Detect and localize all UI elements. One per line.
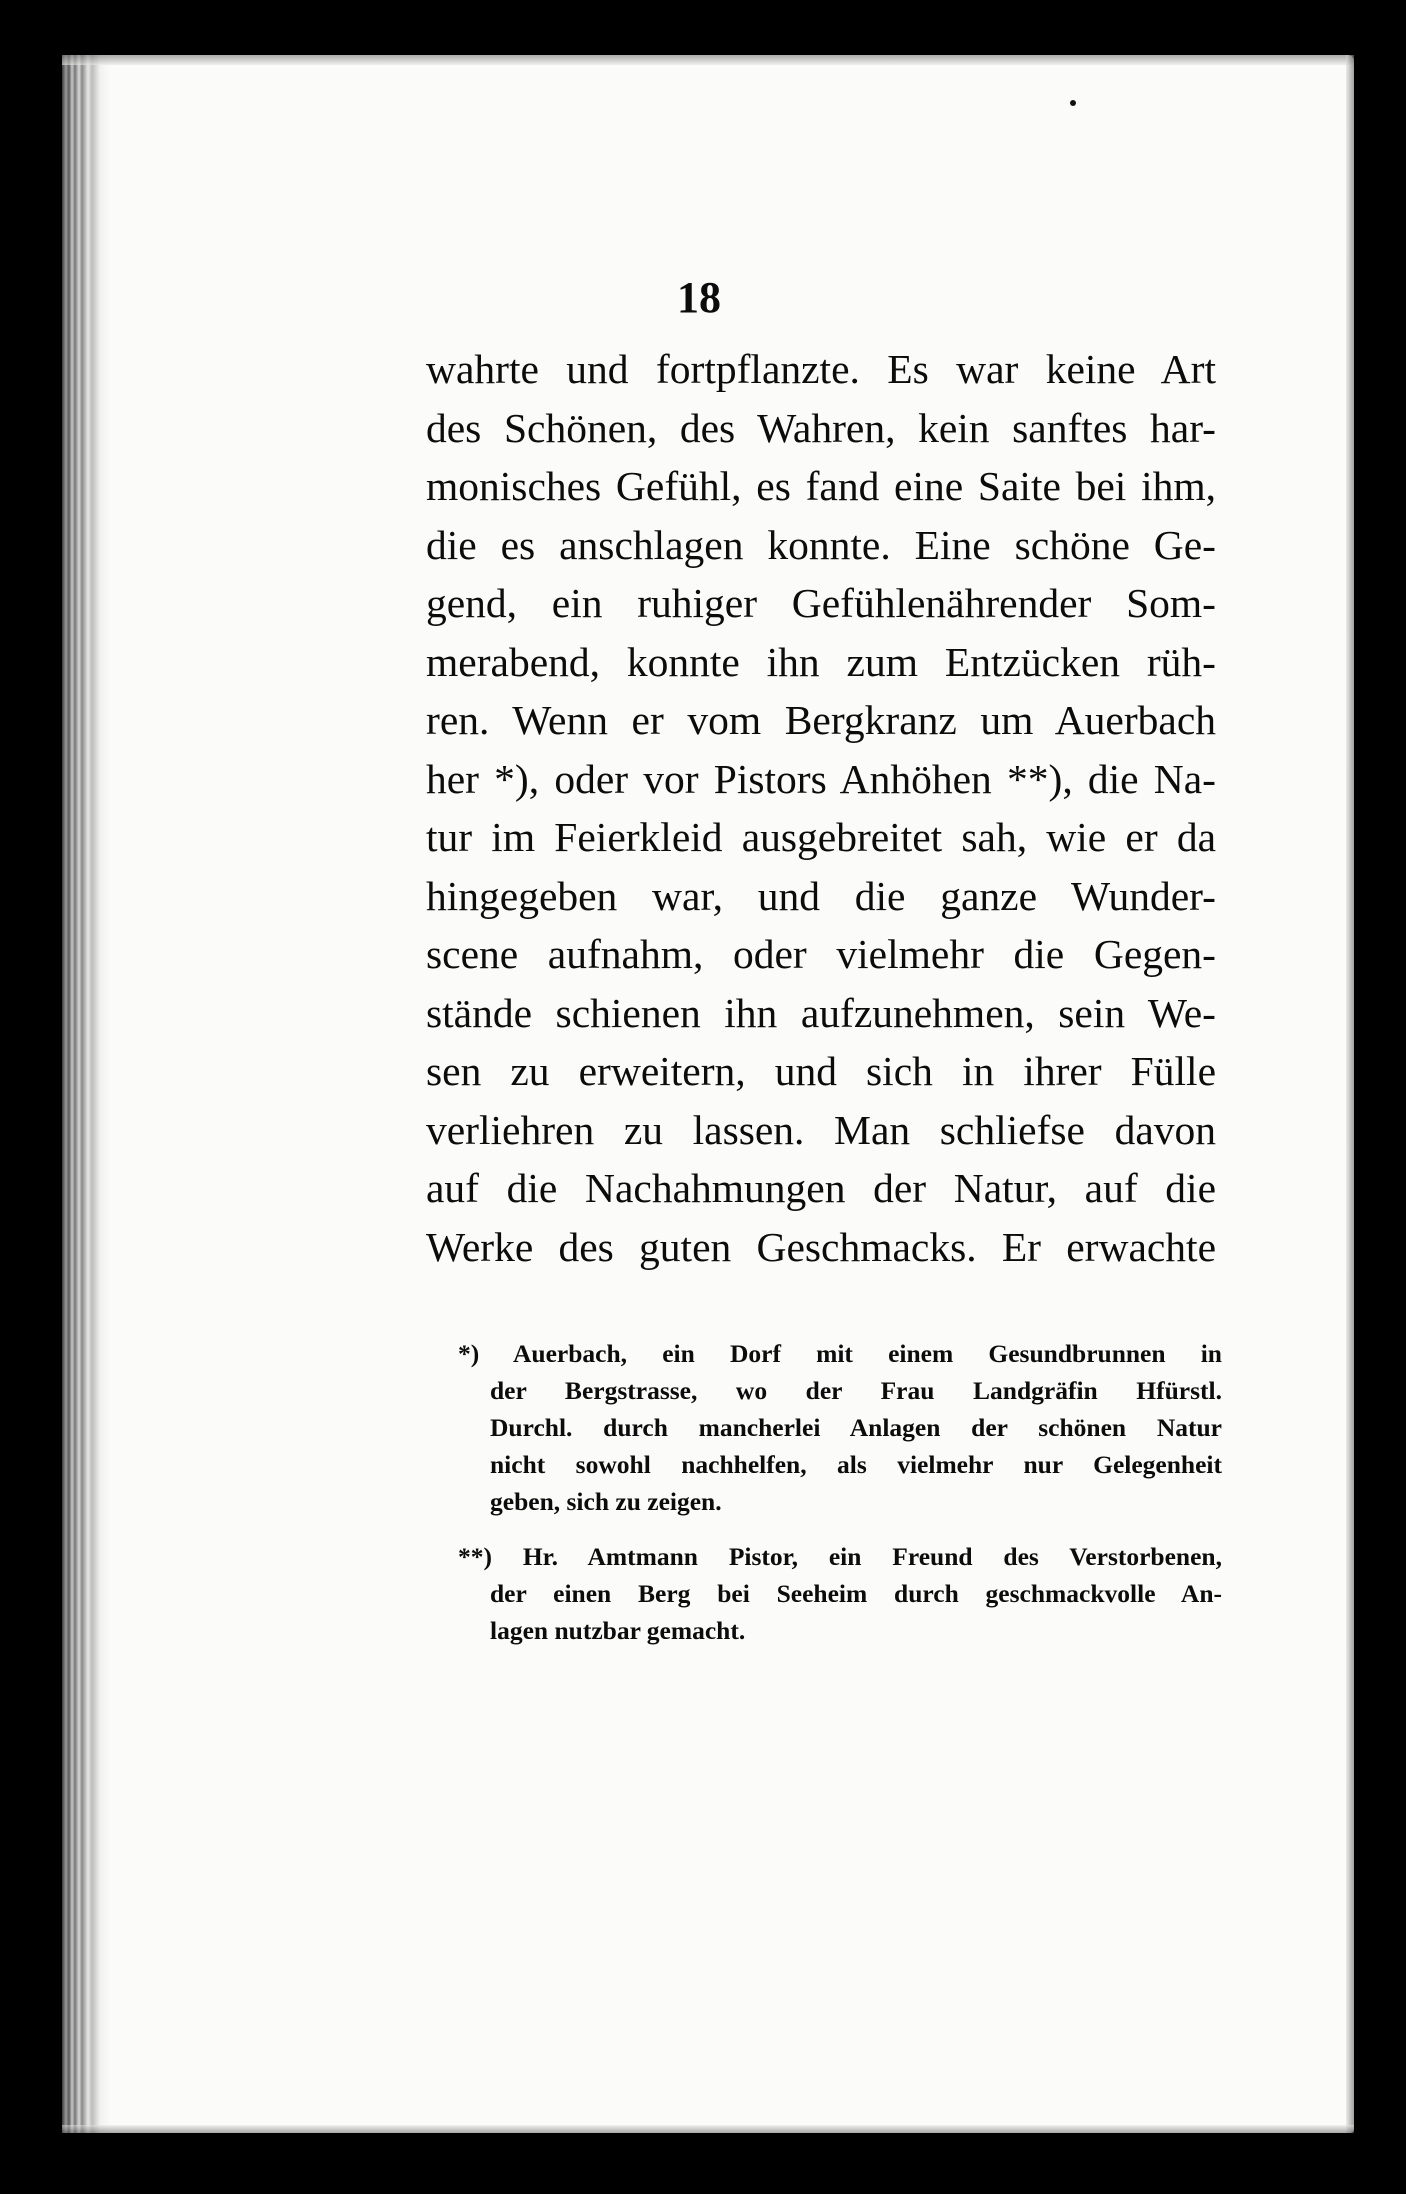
page-spine-edge <box>62 55 110 2133</box>
text-line: stände schienen ihn aufzunehmen, sein We- <box>426 989 1216 1036</box>
ink-speck <box>1070 100 1076 106</box>
page-right-edge <box>1346 55 1354 2133</box>
footnote-line: Durchl. durch mancherlei Anlagen der schönen Natur <box>490 1413 1222 1442</box>
body-text <box>426 340 1216 1276</box>
footnotes <box>0 1335 1406 1649</box>
text-line: sen zu erweitern, und sich in ihrer Fülle <box>426 1048 1216 1094</box>
footnote-line: **) Hr. Amtmann Pistor, ein Freund des Verstorbenen, <box>458 1542 1222 1571</box>
text-line: des Schönen, des Wahren, kein sanftes har- <box>426 404 1216 451</box>
text-line: scene aufnahm, oder vielmehr die Gegen- <box>426 931 1216 977</box>
footnote-auerbach <box>0 1335 1406 1520</box>
text-line: monisches Gefühl, es fand eine Saite bei ihm, <box>426 463 1216 509</box>
footnote-line: lagen nutzbar gemacht. <box>490 1616 746 1645</box>
text-line: auf die Nachahmungen der Natur, auf die <box>426 1165 1216 1211</box>
footnote-line: der einen Berg bei Seeheim durch geschmackvolle An- <box>490 1579 1222 1608</box>
text-line: die es anschlagen konnte. Eine schöne Ge- <box>426 521 1216 568</box>
text-line: tur im Feierkleid ausgebreitet sah, wie er da <box>426 814 1216 860</box>
page-number: 18 <box>677 273 721 322</box>
footnote-line: der Bergstrasse, wo der Frau Landgräfin Hfürstl. <box>490 1376 1222 1405</box>
text-line: gend, ein ruhiger Gefühlenährender Som- <box>426 580 1216 626</box>
text-line: verliehren zu lassen. Man schliefse davon <box>426 1106 1216 1153</box>
footnote-line: *) Auerbach, ein Dorf mit einem Gesundbrunnen in <box>458 1339 1222 1368</box>
text-line: hingegeben war, und die ganze Wunder- <box>426 872 1216 919</box>
page-bottom-edge <box>62 2125 1354 2133</box>
footnote-line: nicht sowohl nachhelfen, als vielmehr nur Gelegenheit <box>490 1450 1222 1479</box>
page-top-edge <box>62 55 1354 65</box>
text-line: wahrte und fortpflanzte. Es war keine Art <box>426 346 1216 392</box>
footnote-pistor <box>0 1538 1406 1649</box>
text-line: ren. Wenn er vom Bergkranz um Auerbach <box>426 697 1216 743</box>
text-line: merabend, konnte ihn zum Entzücken rüh- <box>426 638 1216 685</box>
text-line: Werke des guten Geschmacks. Er erwachte <box>426 1223 1216 1270</box>
footnote-line: geben, sich zu zeigen. <box>490 1487 722 1516</box>
text-line: her *), oder vor Pistors Anhöhen **), die Na- <box>426 755 1216 802</box>
